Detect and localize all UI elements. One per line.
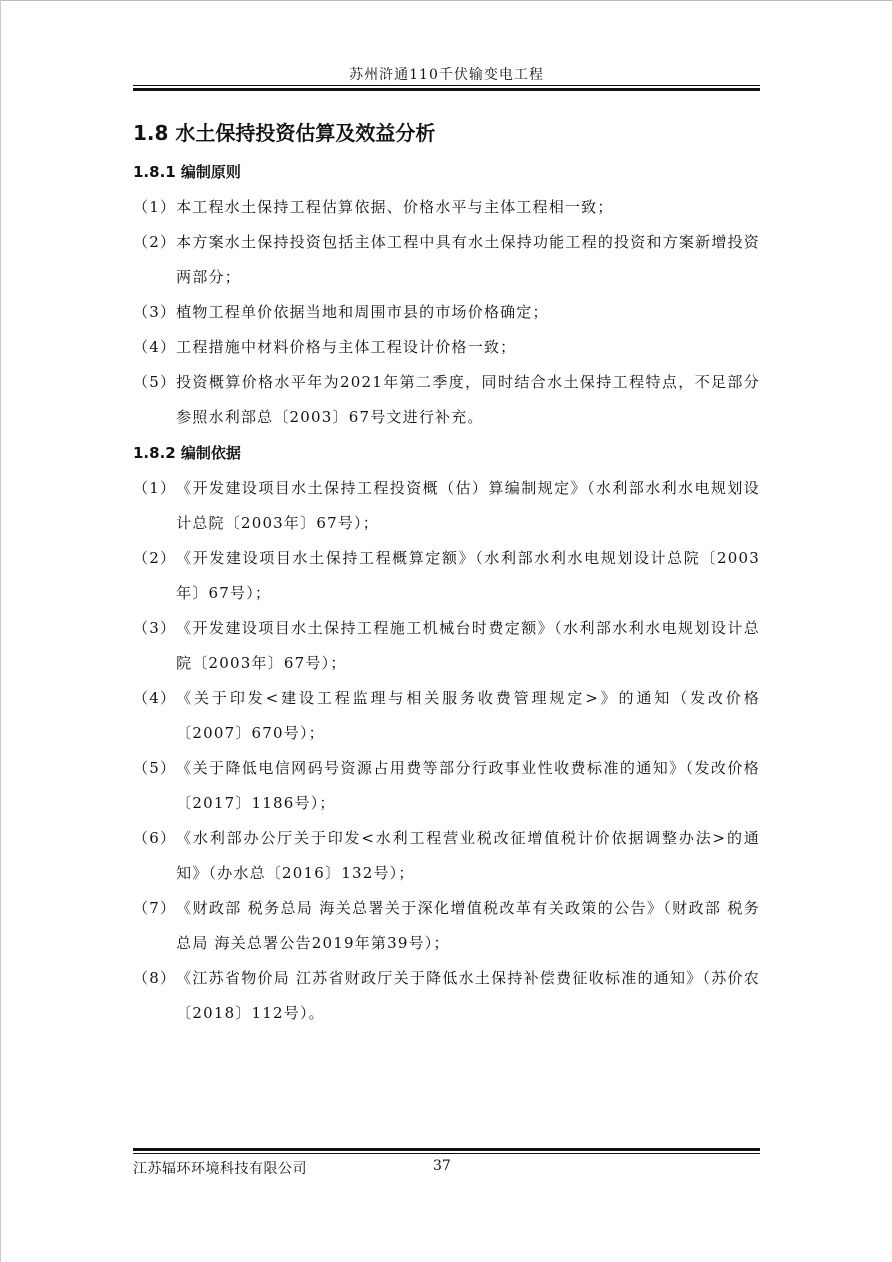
list-item: （5） 《关于降低电信网码号资源占用费等部分行政事业性收费标准的通知》（发改价格〔2017〕1186号）；	[133, 759, 760, 812]
list-item: （7） 《财政部 税务总局 海关总署关于深化增值税改革有关政策的公告》（财政部 税务总局 海关总署公告2019年第39号）；	[133, 899, 760, 952]
header-rule-thin	[133, 85, 760, 86]
list-item: （8） 《江苏省物价局 江苏省财政厅关于降低水土保持补偿费征收标准的通知》（苏价农〔2018〕112号）。	[133, 969, 760, 1022]
page-content	[133, 112, 760, 1031]
principles-list	[133, 190, 760, 435]
basis-list	[133, 471, 760, 1031]
list-item: （1） 《开发建设项目水土保持工程投资概（估）算编制规定》（水利部水利水电规划设计总院〔2003年〕67号）；	[133, 479, 760, 532]
section-heading: 1.8 水土保持投资估算及效益分析	[133, 121, 436, 145]
list-item: （1） 本工程水土保持工程估算依据、价格水平与主体工程相一致；	[133, 198, 614, 216]
page-border-left	[0, 0, 1, 1262]
list-item: （2） 《开发建设项目水土保持工程概算定额》（水利部水利水电规划设计总院〔2003年〕67号）；	[133, 549, 760, 602]
list-item: （4） 工程措施中材料价格与主体工程设计价格一致；	[133, 338, 517, 356]
list-item: （2） 本方案水土保持投资包括主体工程中具有水土保持功能工程的投资和方案新增投资两部分；	[133, 233, 760, 286]
list-item: （4） 《关于印发<建设工程监理与相关服务收费管理规定>》的通知（发改价格〔2007〕670号）；	[133, 689, 760, 742]
list-item: （6） 《水利部办公厅关于印发<水利工程营业税改征增值税计价依据调整办法>的通知》（办水总〔2016〕132号）；	[133, 829, 760, 882]
list-item: （5） 投资概算价格水平年为2021年第二季度，同时结合水土保持工程特点，不足部分参照水利部总〔2003〕67号文进行补充。	[133, 373, 760, 426]
list-item: （3） 《开发建设项目水土保持工程施工机械台时费定额》（水利部水利水电规划设计总院〔2003年〕67号）；	[133, 619, 760, 672]
running-header: 苏州浒通110千伏输变电工程	[349, 67, 544, 83]
list-item: （3） 植物工程单价依据当地和周围市县的市场价格确定；	[133, 303, 549, 321]
footer-rule-thin	[133, 1153, 760, 1154]
subsection-heading-basis: 1.8.2 编制依据	[133, 444, 241, 462]
subsection-heading-principles: 1.8.1 编制原则	[133, 163, 241, 181]
footer-company: 江苏辐环环境科技有限公司	[133, 1161, 307, 1177]
page-number: 37	[433, 1158, 451, 1174]
footer-rule-thick	[133, 1148, 760, 1151]
page-border-top	[0, 0, 892, 1]
header-rule-thick	[133, 88, 760, 91]
